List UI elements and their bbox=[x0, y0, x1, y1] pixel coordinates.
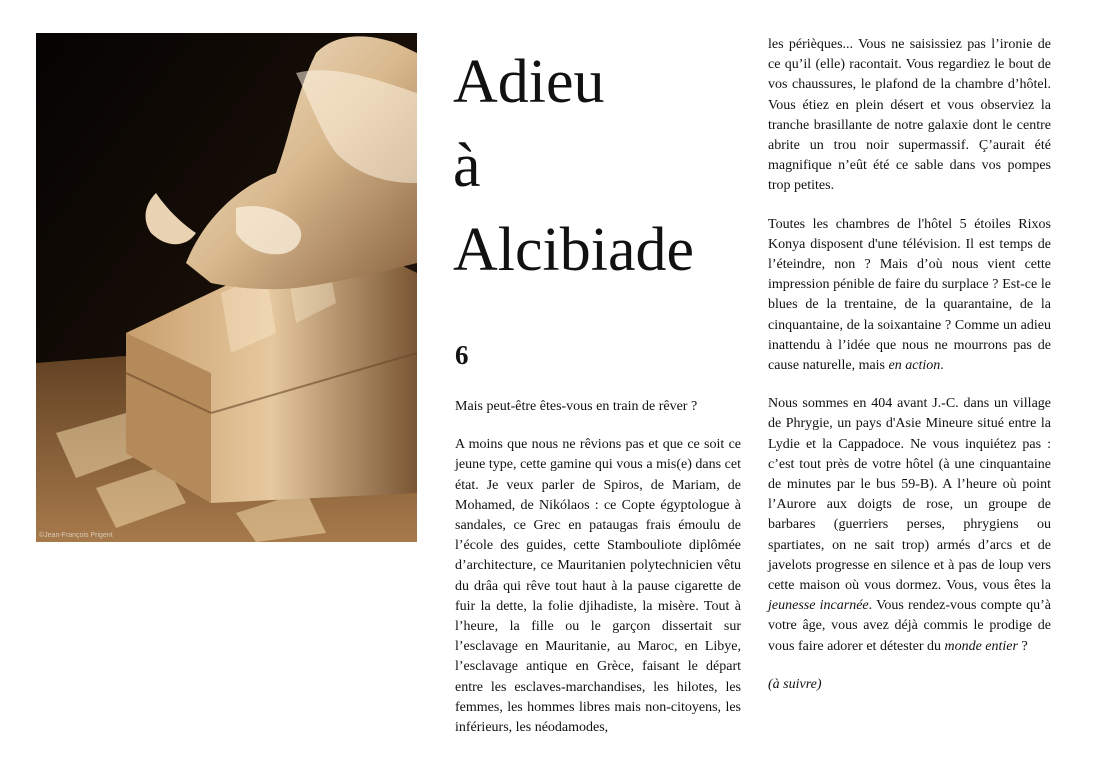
text-column-1 bbox=[455, 397, 741, 756]
title-line-2: à bbox=[453, 132, 481, 200]
emphasis: monde entier bbox=[944, 638, 1018, 654]
paragraph: Mais peut-être êtes-vous en train de rêver ? bbox=[455, 399, 698, 414]
paragraph bbox=[768, 394, 1051, 657]
statue-photo bbox=[36, 33, 417, 542]
text-run: . Vous rendez-vous compte qu’à votre âge, vous avez déjà commis le prodige de vous faire adorer et détester du bbox=[768, 598, 1051, 654]
chapter-number: 6 bbox=[455, 340, 469, 370]
statue-illustration bbox=[36, 33, 417, 542]
title-line-1: Adieu bbox=[453, 48, 605, 116]
text-run: Toutes les chambres de l'hôtel 5 étoiles Rixos Konya disposent d'une télévision. Il est temps de l’éteindre, non ? Mais d’où nous vient cette impression pénible de faire du surplace ? Est-ce le blues de la trentaine, de la quarantaine, de la cinquantaine, de la soixantaine ? Comme un adieu inattendu à l’idée que nous ne mourrons pas de cause naturelle, mais bbox=[768, 216, 1051, 374]
paragraph: les périèques... Vous ne saisissiez pas l’ironie de ce qu’il (elle) racontait. Vous regardiez le bout de vos chaussures, le plafond de la chambre d’hôtel. Vous étiez en plein désert et vous observiez la tranche brasillante de notre galaxie dont le centre abrite un trou noir supermassif. Ç’aurait été magnifique n’eût été ce sable dans vos pompes trop petites. bbox=[768, 37, 1051, 194]
text-run: ? bbox=[1017, 638, 1028, 654]
to-be-continued bbox=[768, 675, 1051, 695]
paragraph bbox=[768, 215, 1051, 377]
emphasis: en action bbox=[888, 358, 941, 374]
emphasis: (à suivre) bbox=[768, 676, 822, 692]
page-title bbox=[453, 40, 743, 292]
emphasis: jeunesse incarnée bbox=[768, 598, 869, 614]
text-column-2 bbox=[768, 35, 1051, 713]
paragraph: A moins que nous ne rêvions pas et que ce soit ce jeune type, cette gamine qui vous a mis(e) dans cet état. Je veux parler de Spiros, de Mariam, de Mohamed, de Nikólaos : ce Copte égyptologue à sandales, ce Grec en pataugas frais émoulu de l’école des guides, cette Stambouliote diplômée d’architecture, ce Mauritanien polytechnicien vêtu du drâa qui rêve tout haut à la pause cigarette de fuir la dette, la folie djihadiste, la misère. Tout à l’heure, la fille ou le garçon dissertait sur l’esclavage en Mauritanie, au Maroc, en Libye, l’esclavage antique en Grèce, faisant le départ entre les esclaves-marchandises, les hilotes, les femmes, les hommes libres mais non-citoyens, les inférieurs, les néodamodes, bbox=[455, 437, 741, 736]
text-run: Nous sommes en 404 avant J.-C. dans un village de Phrygie, un pays d'Asie Mineure situé entre la Lydie et la Cappadoce. Ne vous inquiétez pas : c’est tout près de votre hôtel (à une cinquantaine de minutes par le bus 59-B). A l’heure où point l’Aurore aux doigts de rose, un groupe de barbares (guerriers perses, phrygiens ou spartiates, on ne sait trop) armés d’arcs et de javelots progresse en silence et à pas de loup vers cette maison où vous dormez. Vous, vous êtes la bbox=[768, 396, 1051, 594]
text-run: . bbox=[940, 358, 944, 374]
photo-credit: ©Jean-François Prigent bbox=[39, 532, 113, 539]
title-line-3: Alcibiade bbox=[453, 216, 695, 284]
